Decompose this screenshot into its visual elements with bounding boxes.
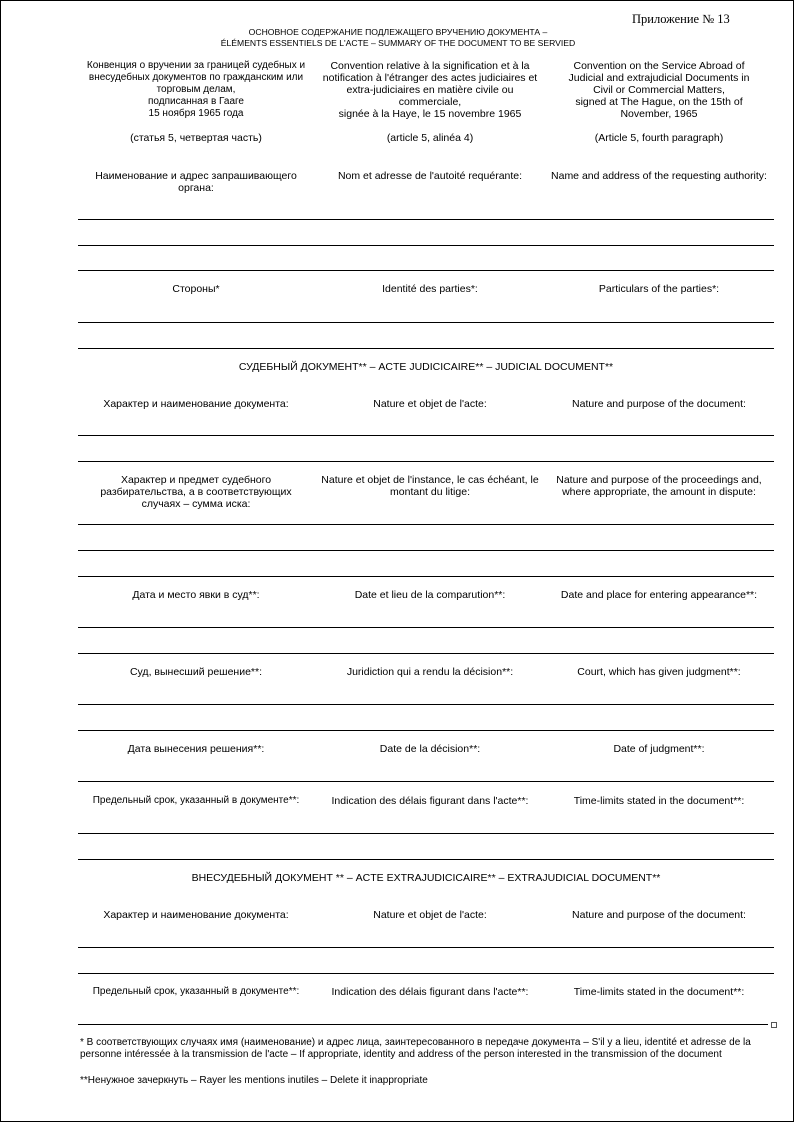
appearance-label-fr: Date et lieu de la comparution**: [354, 589, 506, 601]
authority-line-3[interactable] [78, 270, 774, 271]
court-label-fr: Juridiction qui a rendu la décision**: [346, 666, 514, 678]
appearance-label-ru: Дата и место явки в суд**: [132, 589, 260, 601]
article-fr: (article 5, alinéa 4) [386, 132, 474, 144]
court-line-1[interactable] [78, 704, 774, 705]
appearance-line-2[interactable] [78, 653, 774, 654]
time-limits2-label-en: Time-limits stated in the document**: [573, 986, 745, 998]
proceedings-line-3[interactable] [78, 576, 774, 577]
authority-label-fr: Nom et adresse de l'autoité requérante: [337, 170, 523, 182]
proceedings-line-1[interactable] [78, 524, 774, 525]
parties-line-2[interactable] [78, 348, 774, 349]
nature-label-ru: Характер и наименование документа: [103, 398, 289, 410]
court-label-en: Court, which has given judgment**: [577, 666, 741, 678]
judgment-date-line[interactable] [78, 781, 774, 782]
proceedings-label-ru: Характер и предмет судебного разбирательства, а в соответствующих случаях – сумма иска: [100, 474, 292, 510]
time-limits2-line[interactable] [78, 1024, 768, 1025]
footnote-parties: * В соответствующих случаях имя (наименование) и адрес лица, заинтересованного в передаче документа – S'il y a lieu, identité et adresse de la personne intéressée à la transmission de l'acte – If appropriate, identity and address of the person interested in the transmission of the document [80, 1037, 751, 1060]
article-en: (Article 5, fourth paragraph) [594, 132, 724, 144]
time-limits-label-fr: Indication des délais figurant dans l'acte**: [331, 795, 529, 807]
nature-line-1[interactable] [78, 435, 774, 436]
title-line-1: ОСНОВНОЕ СОДЕРЖАНИЕ ПОДЛЕЖАЩЕГО ВРУЧЕНИЮ ДОКУМЕНТА – [248, 27, 548, 37]
authority-line-1[interactable] [78, 219, 774, 220]
time-limits-label-en: Time-limits stated in the document**: [573, 795, 745, 807]
time-limits2-label-ru: Предельный срок, указанный в документе**: [92, 986, 300, 997]
footnote-delete: **Ненужное зачеркнуть – Rayer les mentions inutiles – Delete it inappropriate [80, 1075, 428, 1086]
time-limits-label-ru: Предельный срок, указанный в документе**: [92, 795, 300, 806]
nature-label-en: Nature and purpose of the document: [572, 398, 746, 410]
appearance-line-1[interactable] [78, 627, 774, 628]
nature-label-fr: Nature et objet de l'acte: [373, 398, 487, 410]
authority-label-en: Name and address of the requesting authority: [551, 170, 767, 182]
time-limits-line-1[interactable] [78, 833, 774, 834]
appearance-label-en: Date and place for entering appearance**: [560, 589, 758, 601]
parties-label-ru: Стороны* [172, 283, 220, 295]
proceedings-label-en: Nature and purpose of the proceedings and, where appropriate, the amount in dispute: [556, 474, 762, 498]
appendix-number: Приложение № 13 [632, 12, 730, 26]
time-limits2-label-fr: Indication des délais figurant dans l'acte**: [331, 986, 529, 998]
nature-line-2[interactable] [78, 461, 774, 462]
extrajudicial-document-heading: ВНЕСУДЕБНЫЙ ДОКУМЕНТ ** – ACTE EXTRAJUDICICAIRE** – EXTRAJUDICIAL DOCUMENT** [191, 872, 661, 884]
judgment-date-label-en: Date of judgment**: [613, 743, 705, 755]
nature2-line-2[interactable] [78, 973, 774, 974]
authority-line-2[interactable] [78, 245, 774, 246]
nature2-label-ru: Характер и наименование документа: [103, 909, 289, 921]
article-ru: (статья 5, четвертая часть) [130, 132, 262, 144]
resize-handle[interactable] [771, 1022, 777, 1028]
convention-fr: Convention relative à la signification et à la notification à l'étranger des actes judiciaires et extra-judiciaires en matière civile ou commerciale, signée à la Haye, le 15 novembre 1965 [322, 60, 538, 120]
judgment-date-label-ru: Дата вынесения решения**: [127, 743, 265, 755]
court-line-2[interactable] [78, 730, 774, 731]
judgment-date-label-fr: Date de la décision**: [379, 743, 481, 755]
parties-line-1[interactable] [78, 322, 774, 323]
authority-label-ru: Наименование и адрес запрашивающего органа: [95, 170, 297, 194]
nature2-line-1[interactable] [78, 947, 774, 948]
convention-en: Convention on the Service Abroad of Judicial and extrajudicial Documents in Civil or Commercial Matters, signed at The Hague, on the 15th of November, 1965 [568, 60, 750, 120]
title-line-2: ÉLÉMENTS ESSENTIELS DE L'ACTE – SUMMARY OF THE DOCUMENT TO BE SERVIED [220, 38, 576, 48]
nature2-label-fr: Nature et objet de l'acte: [373, 909, 487, 921]
convention-ru: Конвенция о вручении за границей судебных и внесудебных документов по гражданским или торговым делам, подписанная в Гааге 15 ноября 1965 года [86, 60, 306, 119]
proceedings-label-fr: Nature et objet de l'instance, le cas échéant, le montant du litige: [321, 474, 539, 498]
proceedings-line-2[interactable] [78, 550, 774, 551]
judicial-document-heading: СУДЕБНЫЙ ДОКУМЕНТ** – ACTE JUDICICAIRE** – JUDICIAL DOCUMENT** [238, 361, 614, 373]
parties-label-en: Particulars of the parties*: [598, 283, 720, 295]
parties-label-fr: Identité des parties*: [382, 283, 478, 295]
time-limits-line-2[interactable] [78, 859, 774, 860]
nature2-label-en: Nature and purpose of the document: [572, 909, 746, 921]
court-label-ru: Суд, вынесший решение**: [129, 666, 263, 678]
